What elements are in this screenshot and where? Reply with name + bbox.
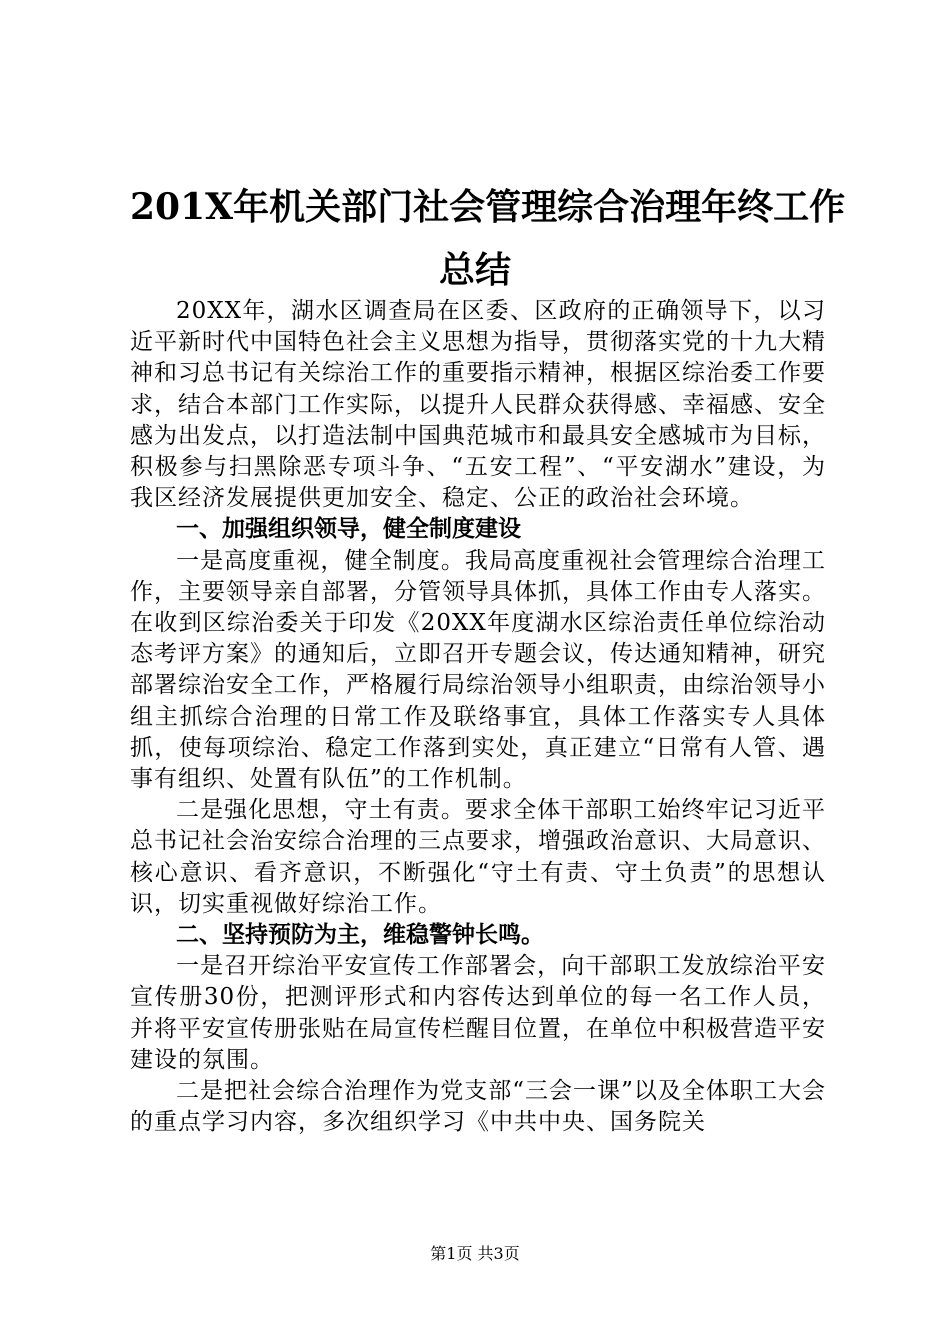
paragraph-section1-item2: 二是强化思想，守土有责。要求全体干部职工始终牢记习近平总书记社会治安综合治理的三点要求，增强政治意识、大局意识、核心意识、看齐意识，不断强化“守土有责、守土负责”的思想认识，切实重视做好综治工作。	[130, 797, 826, 917]
document-title-line-2: 总结	[438, 249, 511, 291]
section-heading-2: 二、坚持预防为主，维稳警钟长鸣。	[176, 922, 544, 949]
page-footer: 第1页 共3页	[430, 1244, 520, 1263]
paragraph-section2-item2: 二是把社会综合治理作为党支部“三会一课”以及全体职工大会的重点学习内容，多次组织学习《中共中央、国务院关	[130, 1078, 826, 1136]
paragraph-section2-item1: 一是召开综治平安宣传工作部署会，向干部职工发放综治平安宣传册30份，把测评形式和内容传达到单位的每一名工作人员，并将平安宣传册张贴在局宣传栏醒目位置，在单位中积极营造平安建设的氛围。	[130, 953, 826, 1073]
paragraph-intro: 20XX年，湖水区调查局在区委、区政府的正确领导下，以习近平新时代中国特色社会主义思想为指导，贯彻落实党的十九大精神和习总书记有关综治工作的重要指示精神，根据区综治委工作要求，结合本部门工作实际，以提升人民群众获得感、幸福感、安全感为出发点，以打造法制中国典范城市和最具安全感城市为目标，积极参与扫黑除恶专项斗争、“五安工程”、“平安湖水”建设，为我区经济发展提供更加安全、稳定、公正的政治社会环境。	[130, 298, 826, 512]
document-title-line-1: 201X年机关部门社会管理综合治理年终工作	[130, 186, 846, 228]
document-body	[130, 296, 826, 1138]
section-heading-1: 一、加强组织领导，健全制度建设	[176, 516, 521, 543]
paragraph-section1-item1: 一是高度重视，健全制度。我局高度重视社会管理综合治理工作，主要领导亲自部署，分管领导具体抓，具体工作由专人落实。在收到区综治委关于印发《20XX年度湖水区综治责任单位综治动态考评方案》的通知后，立即召开专题会议，传达通知精神，研究部署综治安全工作，严格履行局综治领导小组职责，由综治领导小组主抓综合治理的日常工作及联络事宜，具体工作落实专人具体抓，使每项综治、稳定工作落到实处，真正建立“日常有人管、遇事有组织、处置有队伍”的工作机制。	[130, 547, 826, 793]
